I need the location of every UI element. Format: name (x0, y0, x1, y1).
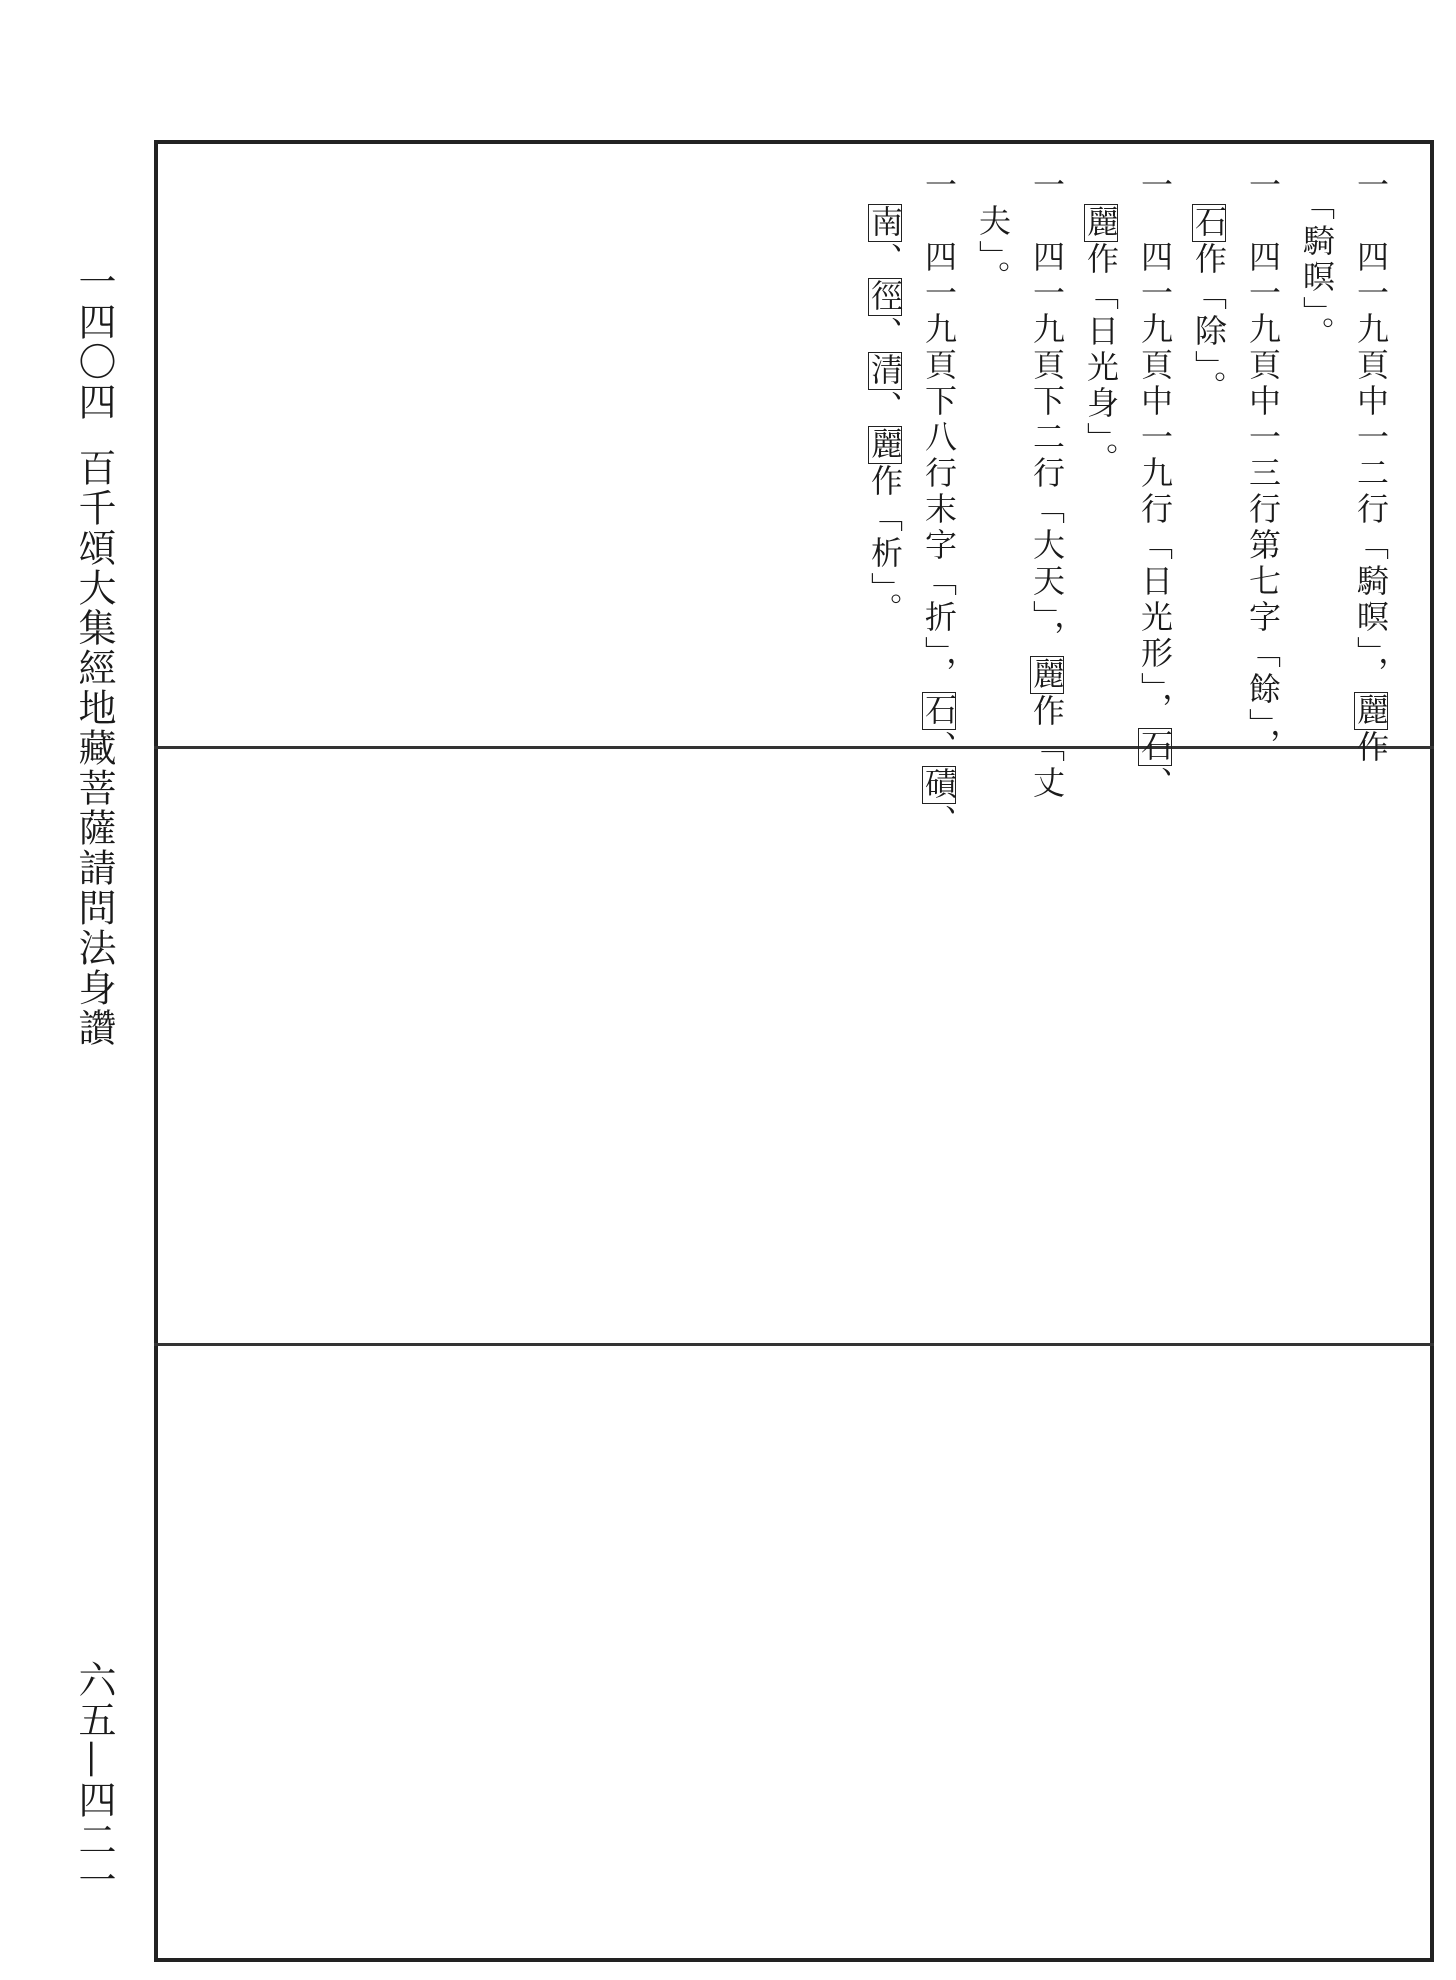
edition-mark: 清 (866, 353, 904, 389)
note-line-2: 「騎暝」。 (1298, 168, 1336, 352)
edition-mark: 麗 (1082, 205, 1120, 241)
edition-mark: 石 (1190, 205, 1228, 241)
edition-mark: 石 (1136, 729, 1174, 765)
note-line-5: 一 四一九頁中一九行「日光形」，石、 (1136, 168, 1174, 802)
volume-number: 一四〇四 (72, 262, 116, 422)
page-number: 六五—四二一 (72, 1660, 116, 1900)
note-line-1: 一 四一九頁中一二行「騎暝」，麗作 (1352, 168, 1390, 766)
note-line-9: 一 四一九頁下八行末字「折」，石、磧、 (920, 168, 958, 840)
edition-mark: 麗 (1028, 657, 1066, 693)
note-line-8: 夫」。 (974, 168, 1012, 296)
section-divider-upper (154, 746, 1434, 749)
edition-mark: 南 (866, 205, 904, 241)
note-line-7: 一 四一九頁下二行「大天」，麗作「丈 (1028, 168, 1066, 802)
margin-volume-title (74, 262, 114, 1048)
section-divider-lower (154, 1343, 1434, 1346)
note-line-3: 一 四一九頁中一三行第七字「餘」， (1244, 168, 1282, 764)
note-line-6: 麗作「日光身」。 (1082, 205, 1120, 478)
sutra-title: 百千頌大集經地藏菩薩請問法身讚 (72, 448, 116, 1048)
note-line-10: 南、徑、清、麗作「析」。 (866, 205, 904, 628)
edition-mark: 徑 (866, 279, 904, 315)
note-line-4: 石作「除」。 (1190, 205, 1228, 406)
edition-mark: 石 (920, 693, 958, 729)
collation-notes (858, 168, 1398, 840)
edition-mark: 磧 (920, 767, 958, 803)
edition-mark: 麗 (866, 427, 904, 463)
edition-mark: 麗 (1352, 693, 1390, 729)
